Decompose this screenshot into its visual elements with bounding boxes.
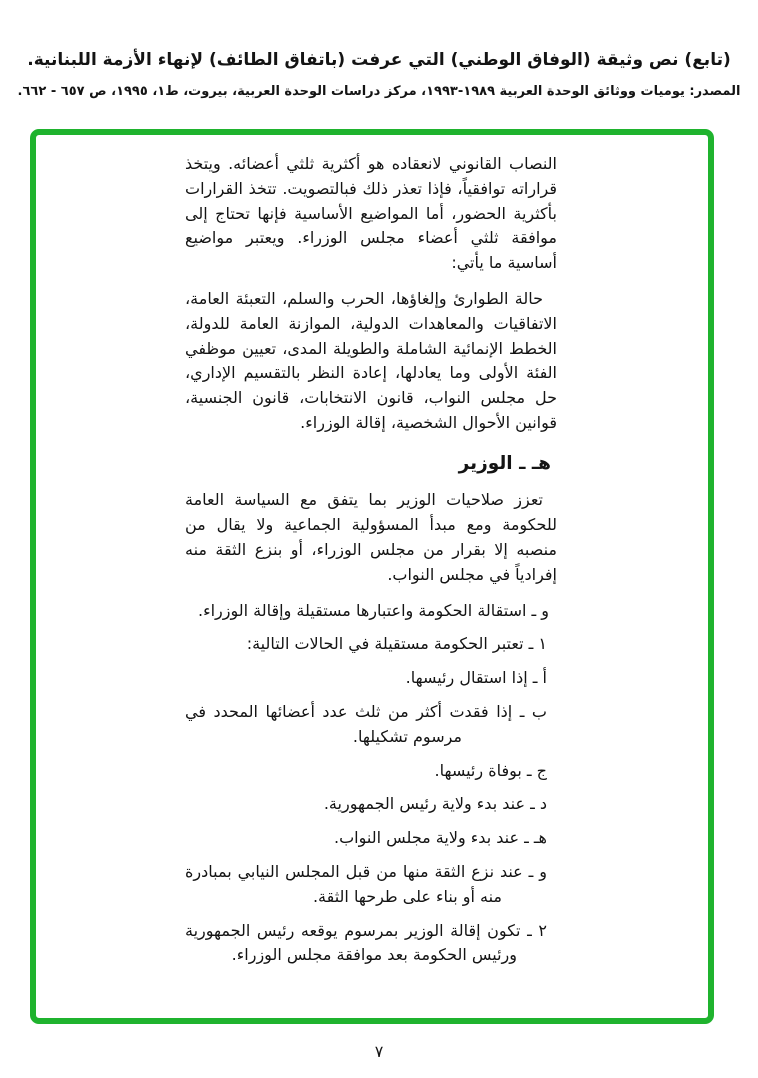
item-w-government-resignation: و ـ استقالة الحكومة واعتبارها مستقيلة وإقالة الوزراء.: [197, 600, 549, 620]
item-c-premier-death: ج ـ بوفاة رئيسها.: [434, 760, 547, 780]
document-body: [185, 152, 557, 977]
paragraph-quorum-rules: النصاب القانوني لانعقاده هو أكثرية ثلثي أعضائه. ويتخذ قراراته توافقياً، فإذا تعذر ذلك فبالتصويت. تتخذ القرارات بأكثرية الحضور، أما المواضيع الأساسية فإنها تحتاج إلى موافقة ثلثي أعضاء مجلس الوزراء. ويعتبر مواضيع أساسية ما يأتي:: [185, 154, 557, 273]
item-b-lost-third-of-members: ب ـ إذا فقدت أكثر من ثلث عدد أعضائها المحدد في مرسوم تشكيلها.: [185, 702, 547, 746]
section-heading-minister: هـ ـ الوزير: [458, 452, 551, 474]
header-title: (تابع) نص وثيقة (الوفاق الوطني) التي عرفت (باتفاق الطائف) لإنهاء الأزمة اللبنانية.: [27, 50, 731, 70]
item-w-confidence-withdrawn: و ـ عند نزع الثقة منها من قبل المجلس النيابي بمبادرة منه أو بناء على طرحها الثقة.: [185, 862, 547, 906]
item-2-minister-dismissal-decree: ٢ ـ تكون إقالة الوزير بمرسوم يوقعه رئيس الجمهورية ورئيس الحكومة بعد موافقة مجلس الوزراء.: [185, 920, 547, 965]
paragraph-basic-issues-list: حالة الطوارئ وإلغاؤها، الحرب والسلم، التعبئة العامة، الاتفاقيات والمعاهدات الدولية، الموازنة العامة للدولة، الخطط الإنمائية الشاملة والطويلة المدى، تعيين موظفي الفئة الأولى وما يعادلها، إعادة النظر بالتقسيم الإداري، حل مجلس النواب، قانون الانتخابات، قانون الجنسية، قوانين الأحوال الشخصية، إقالة الوزراء.: [185, 288, 557, 432]
item-a-premier-resigns: أ ـ إذا استقال رئيسها.: [405, 668, 547, 688]
page-number: ٧: [374, 1042, 384, 1061]
paragraph-minister-powers: تعزز صلاحيات الوزير بما يتفق مع السياسة العامة للحكومة ومع مبدأ المسؤولية الجماعية ولا يقال من منصبه إلا بقرار من مجلس الوزراء، أو بنزع الثقة منه إفرادياً في مجلس النواب.: [185, 490, 557, 584]
item-1-resignation-cases: ١ ـ تعتبر الحكومة مستقيلة في الحالات التالية:: [246, 634, 547, 654]
item-d-president-term-start: د ـ عند بدء ولاية رئيس الجمهورية.: [323, 794, 547, 814]
item-e-parliament-term-start: هـ ـ عند بدء ولاية مجلس النواب.: [334, 828, 547, 848]
header-source-line: المصدر: يوميات ووثائق الوحدة العربية ١٩٨٩-١٩٩٣، مركز دراسات الوحدة العربية، بيروت، ط١، ١٩٩٥، ص ٦٥٧ - ٦٦٢.: [17, 84, 741, 99]
